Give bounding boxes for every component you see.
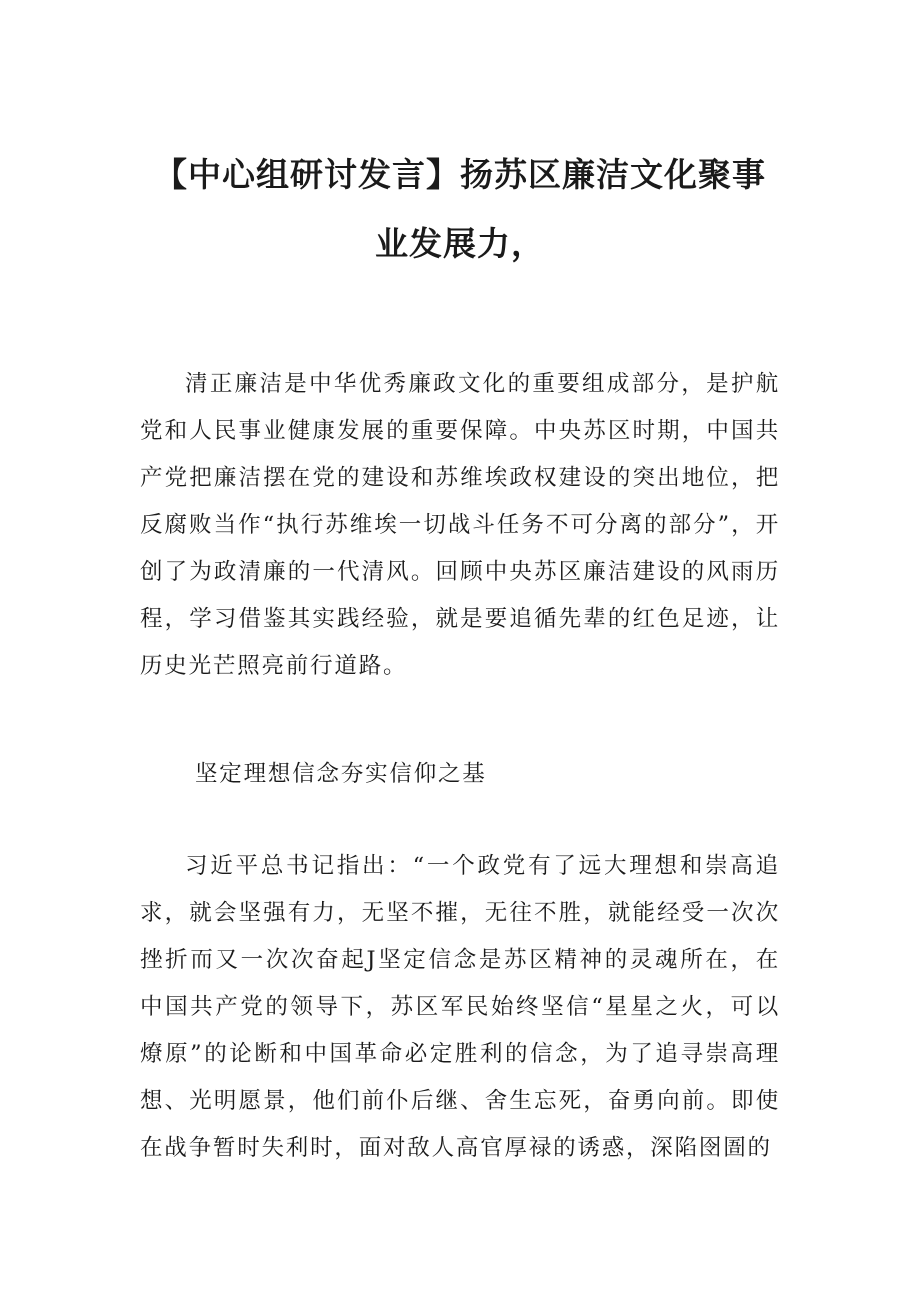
document-title-line-2: 业发展力， xyxy=(375,224,545,263)
body-paragraph-2: 习近平总书记指出：“一个政党有了远大理想和崇高追求，就会坚强有力，无坚不摧，无往不胜，就能经受一次次挫折而又一次次奋起J坚定信念是苏区精神的灵魂所在，在中国共产党的领导下，苏区军民始终坚信“星星之火，可以燎原”的论断和中国革命必定胜利的信念，为了追寻崇高理想、光明愿景，他们前仆后继、舍生忘死，奋勇向前。即使在战争暂时失利时，面对敌人高官厚禄的诱惑，深陷囹圄的 xyxy=(140,853,780,1161)
section-heading: 坚定理想信念夯实信仰之基 xyxy=(195,761,487,787)
body-paragraph-1: 清正廉洁是中华优秀廉政文化的重要组成部分，是护航党和人民事业健康发展的重要保障。中央苏区时期，中国共产党把廉洁摆在党的建设和苏维埃政权建设的突出地位，把反腐败当作“执行苏维埃一切战斗任务不可分离的部分”，开创了为政清廉的一代清风。回顾中央苏区廉洁建设的风雨历程，学习借鉴其实践经验，就是要追循先辈的红色足迹，让历史光芒照亮前行道路。 xyxy=(140,371,780,679)
document-title-line-1: 【中心组研讨发言】扬苏区廉洁文化聚事 xyxy=(154,155,766,194)
